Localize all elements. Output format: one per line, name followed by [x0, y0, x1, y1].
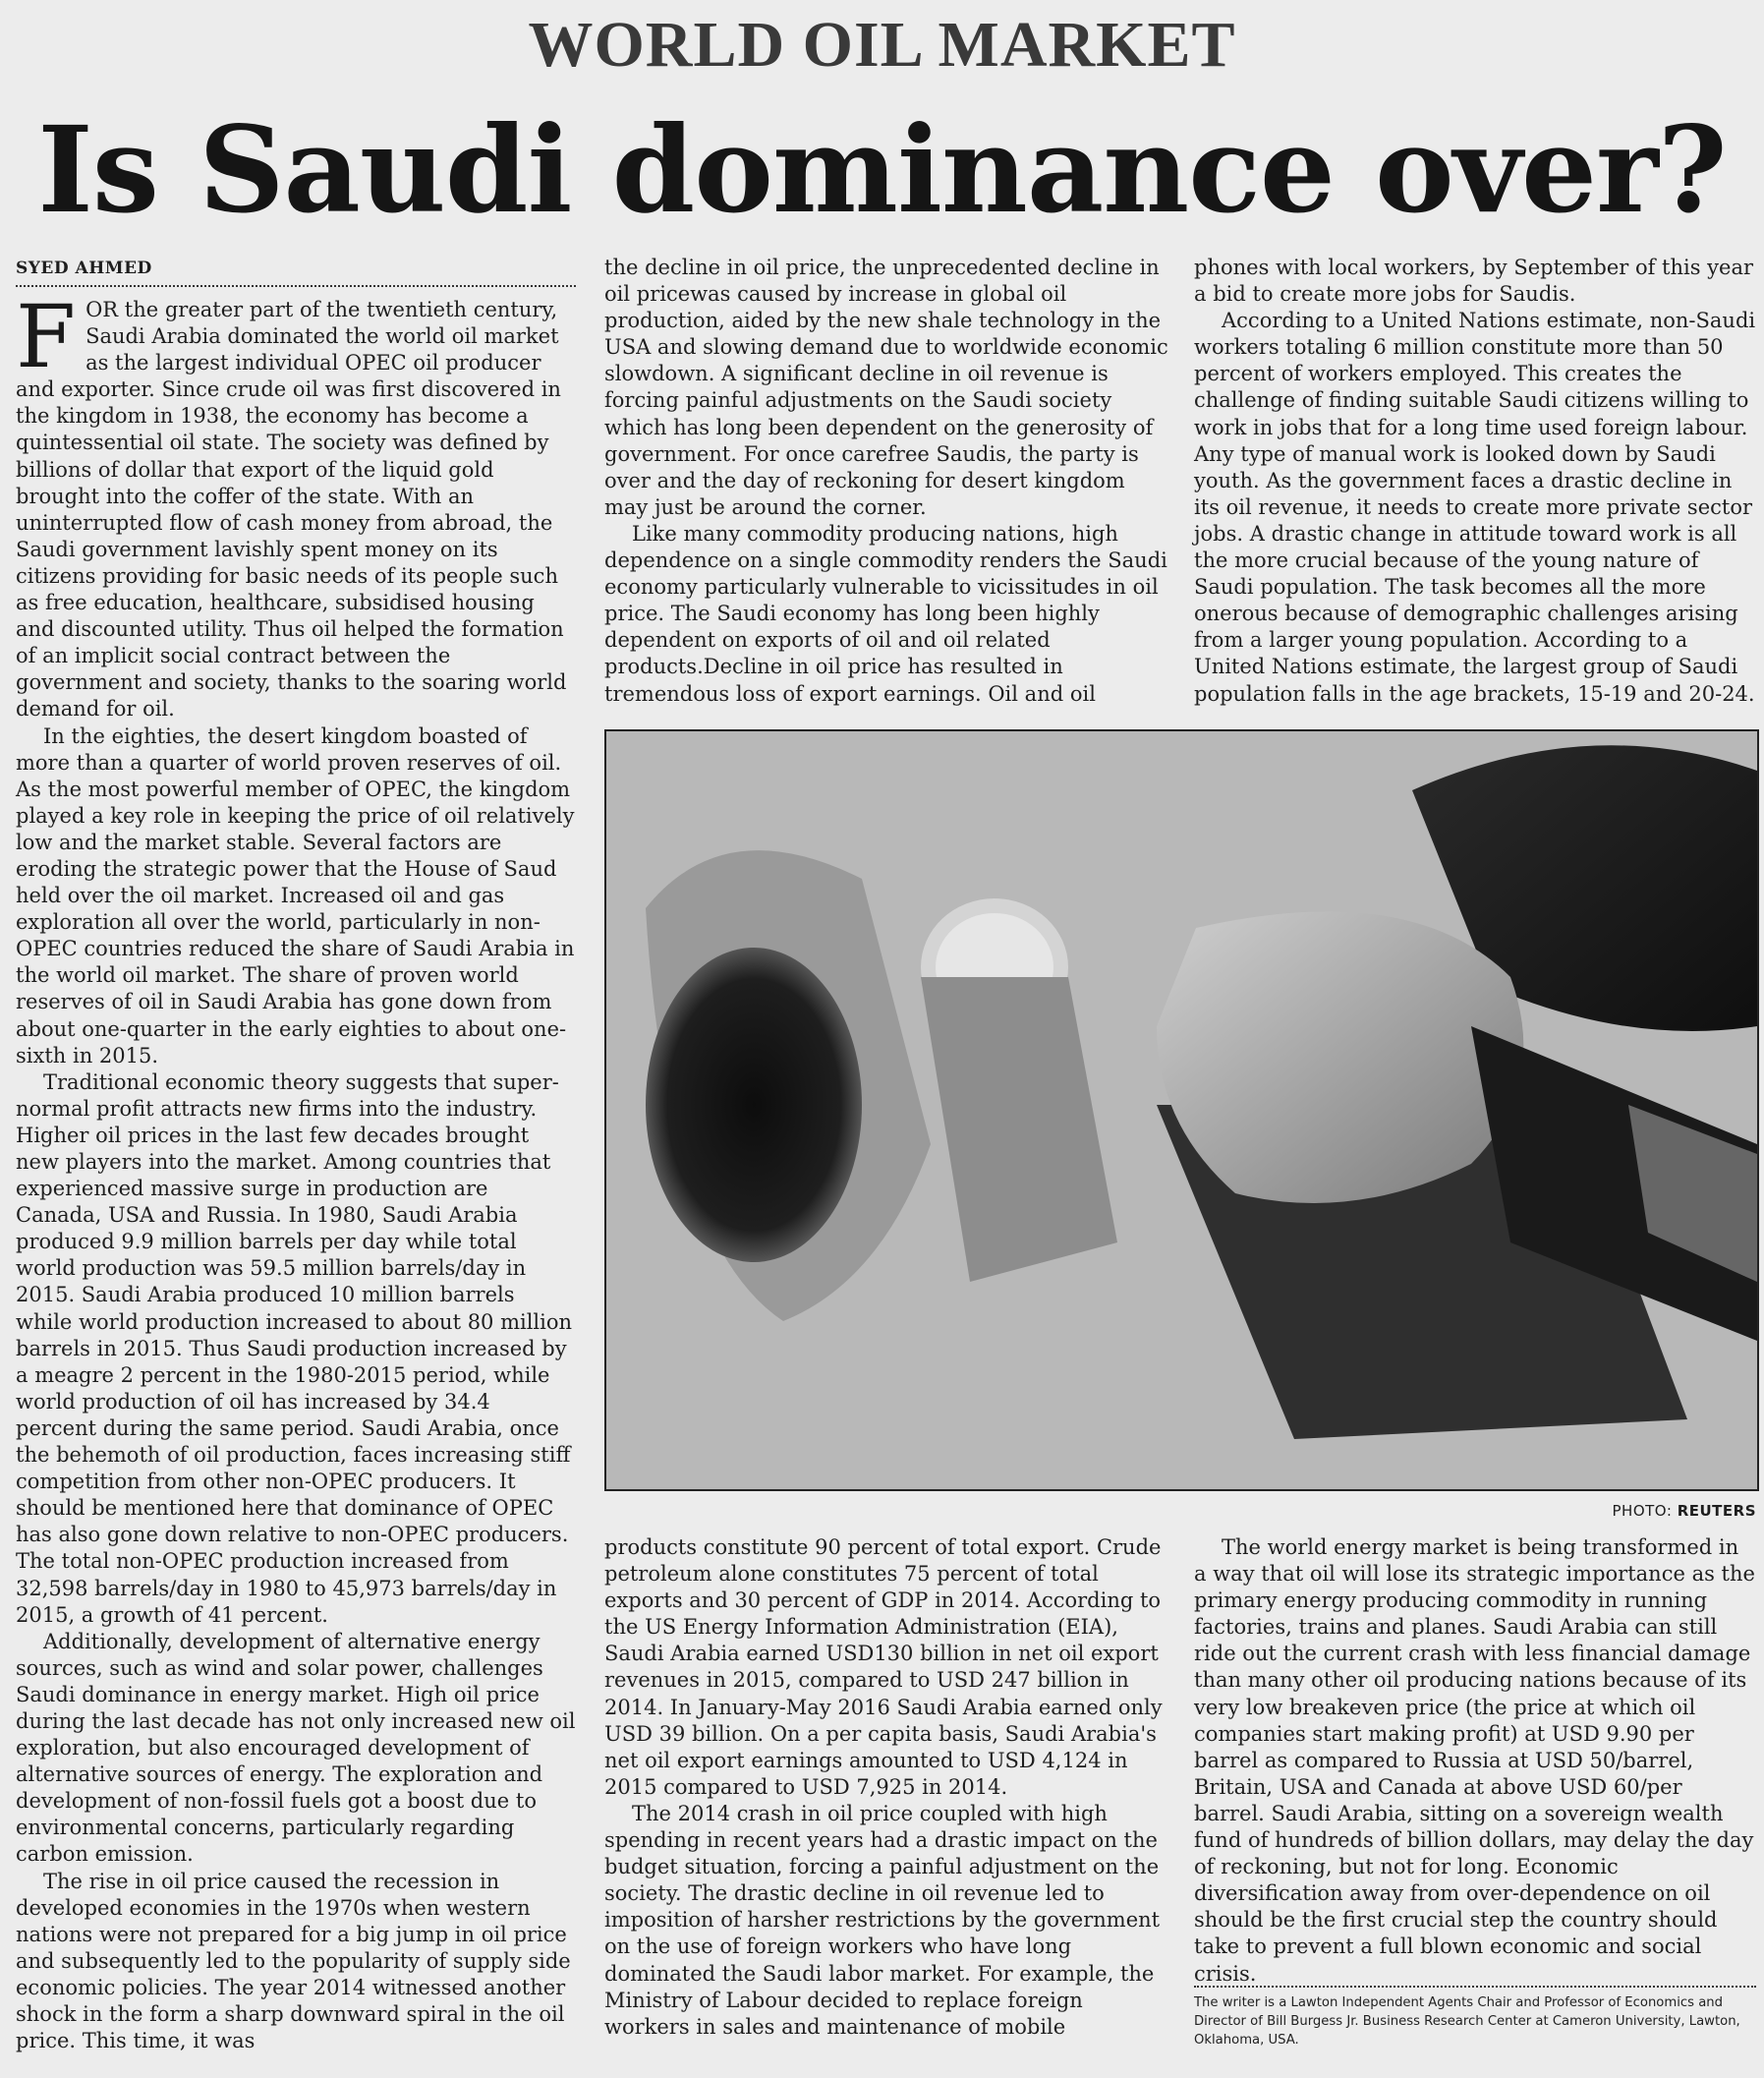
article-column-1 — [16, 254, 576, 2054]
article-paragraph: Traditional economic theory suggests that super-normal profit attracts new firms into the industry. Higher oil prices in the last few decades brought new players into the market. Among countries that experienced massive surge in production are Canada, USA and Russia. In 1980, Saudi Arabia produced 9.9 million barrels per day while total world production was 59.5 million barrels/day in 2015. Saudi Arabia produced 10 million barrels while world production increased to about 80 million barrels in 2015. Thus Saudi production increased by a meagre 2 percent in the 1980-2015 period, while world production of oil has increased by 34.4 percent during the same period. Saudi Arabia, once the behemoth of oil production, faces increasing stiff competition from other non-OPEC producers. It should be mentioned here that dominance of OPEC has also gone down relative to non-OPEC producers. The total non-OPEC production increased from 32,598 barrels/day in 1980 to 45,973 barrels/day in 2015, a growth of 41 percent. — [16, 1069, 573, 1627]
photo-credit-source: REUTERS — [1677, 1502, 1756, 1520]
paragraph-text: OR the greater part of the twentieth century, Saudi Arabia dominated the world oil market as the largest individual OPEC oil producer and exporter. Since crude oil was first discovered in the kingdom in 1938, the economy has become a quintessential oil state. The society was defined by billions of dollar that export of the liquid gold brought into the coffer of the state. With an uninterrupted flow of cash money from abroad, the Saudi government lavishly spent money on its citizens providing for basic needs of its people such as free education, healthcare, subsidised housing and discounted utility. Thus oil helped the formation of an implicit social contract between the government and society, thanks to the soaring world demand for oil. — [16, 298, 567, 722]
fuel-nozzle-photo — [604, 729, 1759, 1491]
article-paragraph: The rise in oil price caused the recession in developed economies in the 1970s when western nations were not prepared for a big jump in oil price and subsequently led to the popularity of supply side economic policies. The year 2014 witnessed another shock in the form a sharp downward spiral in the oil price. This time, it was — [16, 1869, 571, 2053]
section-kicker: WORLD OIL MARKET — [528, 9, 1236, 81]
article-headline: Is Saudi dominance over? — [37, 99, 1727, 240]
article-column-2-bottom — [604, 1534, 1169, 2041]
article-paragraph: The world energy market is being transformed in a way that oil will lose its strategic importance as the primary energy producing commodity in running factories, trains and planes. Saudi Arabia can still ride out the current crash with less financial damage than many other oil producing nations because of its very low breakeven price (the price at which oil companies start making profit) at USD 9.90 per barrel as compared to Russia at USD 50/barrel, Britain, USA and Canada at above USD 60/per barrel. Saudi Arabia, sitting on a sovereign wealth fund of hundreds of billion dollars, may delay the day of reckoning, but not for long. Economic diversification away from over-dependence on oil should be the first crucial step the country should take to prevent a full blown economic and social crisis. — [1194, 1535, 1755, 1986]
article-column-3-top — [1194, 255, 1756, 708]
article-column-2-top — [604, 255, 1169, 708]
fuel-nozzle-illustration — [606, 731, 1757, 1489]
article-paragraph: Like many commodity producing nations, high dependence on a single commodity renders the Saudi economy particularly vulnerable to vicissitudes in oil price. The Saudi economy has long been highly dependent on exports of oil and oil related products.Decline in oil price has resulted in tremendous loss of export earnings. Oil and oil — [604, 521, 1167, 706]
article-paragraph: Additionally, development of alternative energy sources, such as wind and solar power, challenges Saudi dominance in energy market. High oil price during the last decade has not only increased new oil exploration, but also encouraged development of alternative sources of energy. The exploration and development of non-fossil fuels got a boost due to environmental concerns, particularly regarding carbon emission. — [16, 1629, 576, 1867]
article-paragraph — [16, 286, 576, 723]
byline: SYED AHMED — [16, 254, 576, 287]
article-paragraph: The 2014 crash in oil price coupled with high spending in recent years had a drastic impact on the budget situation, forcing a painful adjustment on the society. The drastic decline in oil revenue led to imposition of harsher restrictions by the government on the use of foreign workers who have long dominated the Saudi labor market. For example, the Ministry of Labour decided to replace foreign workers in sales and maintenance of mobile — [604, 1801, 1161, 2039]
drop-cap: F — [16, 286, 77, 387]
article-paragraph: products constitute 90 percent of total export. Crude petroleum alone constitutes 75 percent of total exports and 30 percent of GDP in 2014. According to the US Energy Information Administration (EIA), Saudi Arabia earned USD130 billion in net oil export revenues in 2015, compared to USD 247 billion in 2014. In January-May 2016 Saudi Arabia earned only USD 39 billion. On a per capita basis, Saudi Arabia's net oil export earnings amounted to USD 4,124 in 2015 compared to USD 7,925 in 2014. — [604, 1535, 1163, 1799]
article-paragraph: the decline in oil price, the unprecedented decline in oil pricewas caused by increase in global oil production, aided by the new shale technology in the USA and slowing demand due to worldwide economic slowdown. A significant decline in oil revenue is forcing painful adjustments on the Saudi society which has long been dependent on the generosity of government. For once carefree Saudis, the party is over and the day of reckoning for desert kingdom may just be around the corner. — [604, 256, 1168, 519]
article-paragraph: According to a United Nations estimate, non-Saudi workers totaling 6 million constitute more than 50 percent of workers employed. This creates the challenge of finding suitable Saudi citizens willing to work in jobs that for a long time used foreign labour. Any type of manual work is looked down by Saudi youth. As the government faces a drastic decline in its oil revenue, it needs to create more private sector jobs. A drastic change in attitude toward work is all the more crucial because of the young nature of Saudi population. The task becomes all the more onerous because of demographic challenges arising from a larger young population. According to a United Nations estimate, the largest group of Saudi population falls in the age brackets, 15-19 and 20-24. — [1194, 309, 1756, 706]
article-column-3-bottom — [1194, 1534, 1756, 1988]
article-paragraph: In the eighties, the desert kingdom boasted of more than a quarter of world proven reserves of oil. As the most powerful member of OPEC, the kingdom played a key role in keeping the price of oil relatively low and the market stable. Several factors are eroding the strategic power that the House of Saud held over the oil market. Increased oil and gas exploration all over the world, particularly in non-OPEC countries reduced the share of Saudi Arabia in the world oil market. The share of proven world reserves of oil in Saudi Arabia has gone down from about one-quarter in the early eighties to about one-sixth in 2015. — [16, 723, 575, 1068]
article-paragraph: phones with local workers, by September of this year a bid to create more jobs for Saudis. — [1194, 256, 1754, 307]
photo-credit-prefix: PHOTO: — [1612, 1502, 1678, 1520]
author-note: The writer is a Lawton Independent Agents Chair and Professor of Economics and Director of Bill Burgess Jr. Business Research Center at Cameron University, Lawton, Oklahoma, USA. — [1194, 1986, 1756, 2049]
photo-credit — [1613, 1502, 1756, 1520]
